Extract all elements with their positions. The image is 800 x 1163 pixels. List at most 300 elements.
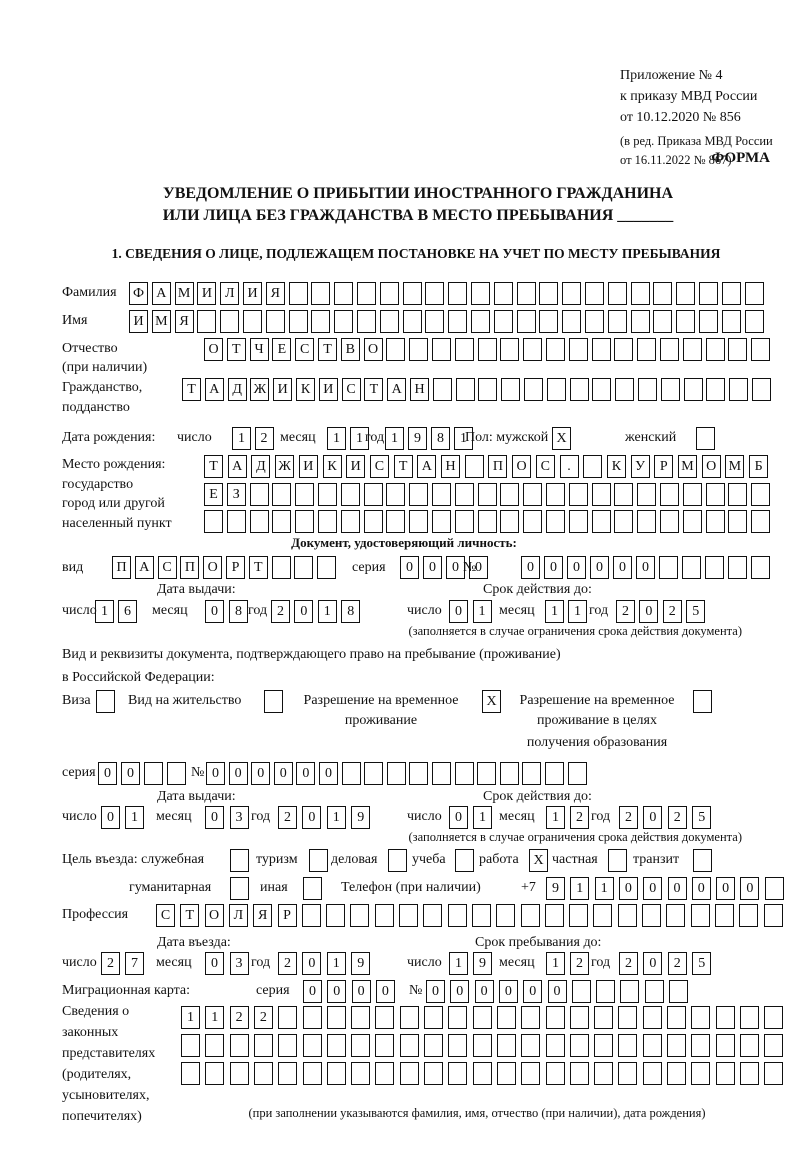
char-box[interactable] [765, 877, 784, 900]
char-box[interactable] [409, 762, 428, 785]
char-box[interactable]: В [341, 338, 360, 361]
char-box[interactable] [706, 510, 725, 533]
char-box[interactable] [204, 510, 223, 533]
char-box[interactable]: 1 [385, 427, 404, 450]
char-box[interactable] [205, 1034, 224, 1057]
char-box[interactable] [205, 1062, 224, 1085]
char-box[interactable]: Я [175, 310, 194, 333]
char-box[interactable] [643, 1062, 662, 1085]
char-box[interactable] [585, 310, 604, 333]
char-box[interactable]: А [152, 282, 171, 305]
char-box[interactable]: 1 [232, 427, 251, 450]
char-box[interactable] [167, 762, 186, 785]
char-box[interactable] [181, 1034, 200, 1057]
char-box[interactable] [433, 378, 452, 401]
char-box[interactable] [272, 510, 291, 533]
char-box[interactable] [637, 510, 656, 533]
char-box[interactable] [728, 483, 747, 506]
char-box[interactable] [569, 510, 588, 533]
char-box[interactable] [637, 483, 656, 506]
char-box[interactable]: 2 [663, 600, 682, 623]
char-box[interactable] [618, 1034, 637, 1057]
char-box[interactable] [388, 849, 407, 872]
char-box[interactable] [745, 310, 764, 333]
char-box[interactable]: 0 [619, 877, 638, 900]
char-box[interactable] [220, 310, 239, 333]
char-box[interactable] [448, 1062, 467, 1085]
char-box[interactable] [645, 980, 664, 1003]
char-box[interactable] [303, 1062, 322, 1085]
char-box[interactable] [409, 483, 428, 506]
char-box[interactable]: 0 [426, 980, 445, 1003]
char-box[interactable]: 0 [229, 762, 248, 785]
char-box[interactable] [661, 378, 680, 401]
char-box[interactable]: 2 [230, 1006, 249, 1029]
char-box[interactable] [432, 483, 451, 506]
char-box[interactable] [423, 904, 442, 927]
char-box[interactable] [96, 690, 115, 713]
char-box[interactable]: 1 [595, 877, 614, 900]
char-box[interactable]: 0 [302, 806, 321, 829]
char-box[interactable] [266, 310, 285, 333]
char-box[interactable] [631, 310, 650, 333]
char-box[interactable]: 0 [643, 877, 662, 900]
char-box[interactable]: К [607, 455, 626, 478]
char-box[interactable]: 0 [206, 762, 225, 785]
char-box[interactable] [594, 1006, 613, 1029]
char-box[interactable]: 1 [125, 806, 144, 829]
char-box[interactable] [289, 310, 308, 333]
char-box[interactable] [745, 282, 764, 305]
char-box[interactable] [432, 762, 451, 785]
char-box[interactable] [380, 282, 399, 305]
char-box[interactable] [455, 849, 474, 872]
char-box[interactable]: С [295, 338, 314, 361]
char-box[interactable] [230, 849, 249, 872]
char-box[interactable] [250, 510, 269, 533]
char-box[interactable] [684, 378, 703, 401]
char-box[interactable] [764, 904, 783, 927]
char-box[interactable] [660, 510, 679, 533]
char-box[interactable] [230, 1062, 249, 1085]
char-box[interactable] [716, 1006, 735, 1029]
char-box[interactable] [477, 762, 496, 785]
char-box[interactable] [521, 1006, 540, 1029]
char-box[interactable] [545, 904, 564, 927]
char-box[interactable] [144, 762, 163, 785]
char-box[interactable]: Н [410, 378, 429, 401]
char-box[interactable] [424, 1062, 443, 1085]
char-box[interactable]: 1 [327, 427, 346, 450]
char-box[interactable] [357, 310, 376, 333]
char-box[interactable]: 1 [545, 600, 564, 623]
char-box[interactable] [752, 378, 771, 401]
char-box[interactable] [424, 1006, 443, 1029]
char-box[interactable] [309, 849, 328, 872]
char-box[interactable] [317, 556, 336, 579]
char-box[interactable] [403, 310, 422, 333]
char-box[interactable]: Д [228, 378, 247, 401]
char-box[interactable] [706, 338, 725, 361]
char-box[interactable] [272, 483, 291, 506]
char-box[interactable]: 2 [668, 952, 687, 975]
char-box[interactable]: С [156, 904, 175, 927]
char-box[interactable] [716, 1034, 735, 1057]
char-box[interactable] [497, 1062, 516, 1085]
char-box[interactable]: О [702, 455, 721, 478]
char-box[interactable] [659, 556, 678, 579]
char-box[interactable] [230, 877, 249, 900]
char-box[interactable]: 5 [692, 952, 711, 975]
char-box[interactable]: 0 [692, 877, 711, 900]
char-box[interactable] [715, 904, 734, 927]
char-box[interactable] [399, 904, 418, 927]
char-box[interactable] [425, 310, 444, 333]
char-box[interactable] [740, 1034, 759, 1057]
char-box[interactable] [400, 1034, 419, 1057]
char-box[interactable]: 9 [351, 806, 370, 829]
char-box[interactable]: О [205, 904, 224, 927]
char-box[interactable]: 5 [686, 600, 705, 623]
char-box[interactable] [295, 483, 314, 506]
char-box[interactable] [424, 1034, 443, 1057]
char-box[interactable] [583, 455, 602, 478]
char-box[interactable]: Т [180, 904, 199, 927]
char-box[interactable] [546, 338, 565, 361]
char-box[interactable]: Р [226, 556, 245, 579]
char-box[interactable] [693, 690, 712, 713]
char-box[interactable] [197, 310, 216, 333]
char-box[interactable]: И [243, 282, 262, 305]
char-box[interactable]: П [180, 556, 199, 579]
char-box[interactable]: 1 [449, 952, 468, 975]
char-box[interactable] [739, 904, 758, 927]
char-box[interactable] [740, 1006, 759, 1029]
char-box[interactable]: 0 [302, 952, 321, 975]
char-box[interactable] [334, 310, 353, 333]
char-box[interactable]: И [197, 282, 216, 305]
char-box[interactable] [693, 849, 712, 872]
char-box[interactable]: 2 [616, 600, 635, 623]
char-box[interactable]: Е [204, 483, 223, 506]
char-box[interactable] [696, 427, 715, 450]
char-box[interactable] [643, 1006, 662, 1029]
char-box[interactable] [608, 282, 627, 305]
char-box[interactable] [594, 1062, 613, 1085]
char-box[interactable]: И [346, 455, 365, 478]
char-box[interactable] [691, 1034, 710, 1057]
char-box[interactable] [311, 282, 330, 305]
char-box[interactable] [494, 282, 513, 305]
char-box[interactable] [448, 282, 467, 305]
char-box[interactable] [614, 338, 633, 361]
char-box[interactable]: 7 [125, 952, 144, 975]
char-box[interactable] [400, 1062, 419, 1085]
char-box[interactable]: X [552, 427, 571, 450]
char-box[interactable] [562, 282, 581, 305]
char-box[interactable]: Ч [250, 338, 269, 361]
char-box[interactable] [478, 483, 497, 506]
char-box[interactable] [350, 904, 369, 927]
char-box[interactable] [403, 282, 422, 305]
char-box[interactable] [569, 338, 588, 361]
char-box[interactable] [523, 338, 542, 361]
char-box[interactable] [375, 1006, 394, 1029]
char-box[interactable]: 0 [643, 952, 662, 975]
char-box[interactable] [409, 338, 428, 361]
char-box[interactable] [496, 904, 515, 927]
char-box[interactable]: 9 [408, 427, 427, 450]
char-box[interactable] [691, 1062, 710, 1085]
char-box[interactable]: Л [229, 904, 248, 927]
char-box[interactable]: 0 [294, 600, 313, 623]
char-box[interactable] [472, 904, 491, 927]
char-box[interactable]: А [228, 455, 247, 478]
char-box[interactable] [497, 1006, 516, 1029]
char-box[interactable] [751, 556, 770, 579]
char-box[interactable]: М [175, 282, 194, 305]
char-box[interactable] [318, 510, 337, 533]
char-box[interactable]: 0 [376, 980, 395, 1003]
char-box[interactable] [471, 282, 490, 305]
char-box[interactable] [728, 556, 747, 579]
char-box[interactable] [351, 1062, 370, 1085]
char-box[interactable]: 9 [351, 952, 370, 975]
char-box[interactable] [341, 510, 360, 533]
char-box[interactable]: 2 [619, 952, 638, 975]
char-box[interactable] [653, 310, 672, 333]
char-box[interactable]: О [364, 338, 383, 361]
char-box[interactable] [592, 378, 611, 401]
char-box[interactable]: 0 [98, 762, 117, 785]
char-box[interactable] [522, 762, 541, 785]
char-box[interactable]: И [319, 378, 338, 401]
char-box[interactable] [521, 904, 540, 927]
char-box[interactable]: О [512, 455, 531, 478]
char-box[interactable]: 0 [296, 762, 315, 785]
char-box[interactable]: П [112, 556, 131, 579]
char-box[interactable] [386, 338, 405, 361]
char-box[interactable] [618, 1062, 637, 1085]
char-box[interactable]: 0 [450, 980, 469, 1003]
char-box[interactable]: 1 [95, 600, 114, 623]
char-box[interactable] [478, 338, 497, 361]
char-box[interactable]: 0 [499, 980, 518, 1003]
char-box[interactable] [478, 378, 497, 401]
char-box[interactable] [569, 904, 588, 927]
char-box[interactable]: О [203, 556, 222, 579]
char-box[interactable] [642, 904, 661, 927]
char-box[interactable]: 0 [205, 952, 224, 975]
char-box[interactable] [364, 762, 383, 785]
char-box[interactable]: 0 [319, 762, 338, 785]
char-box[interactable] [375, 904, 394, 927]
char-box[interactable] [278, 1062, 297, 1085]
char-box[interactable] [500, 510, 519, 533]
char-box[interactable] [716, 1062, 735, 1085]
char-box[interactable]: 0 [352, 980, 371, 1003]
char-box[interactable] [676, 282, 695, 305]
char-box[interactable] [341, 483, 360, 506]
char-box[interactable]: 0 [639, 600, 658, 623]
char-box[interactable] [608, 849, 627, 872]
char-box[interactable]: 8 [431, 427, 450, 450]
char-box[interactable]: 9 [473, 952, 492, 975]
char-box[interactable]: 0 [251, 762, 270, 785]
char-box[interactable]: 1 [205, 1006, 224, 1029]
char-box[interactable] [751, 483, 770, 506]
char-box[interactable]: 3 [230, 806, 249, 829]
char-box[interactable] [501, 378, 520, 401]
char-box[interactable] [593, 904, 612, 927]
char-box[interactable] [455, 510, 474, 533]
char-box[interactable]: А [387, 378, 406, 401]
char-box[interactable]: С [370, 455, 389, 478]
char-box[interactable] [614, 510, 633, 533]
char-box[interactable]: 1 [568, 600, 587, 623]
char-box[interactable] [351, 1034, 370, 1057]
char-box[interactable] [327, 1034, 346, 1057]
char-box[interactable]: И [299, 455, 318, 478]
char-box[interactable]: С [158, 556, 177, 579]
char-box[interactable] [728, 338, 747, 361]
char-box[interactable] [728, 510, 747, 533]
char-box[interactable] [311, 310, 330, 333]
char-box[interactable]: 1 [350, 427, 369, 450]
char-box[interactable] [278, 1034, 297, 1057]
char-box[interactable] [570, 1006, 589, 1029]
char-box[interactable] [643, 1034, 662, 1057]
char-box[interactable]: 0 [544, 556, 563, 579]
char-box[interactable] [764, 1034, 783, 1057]
char-box[interactable] [683, 338, 702, 361]
char-box[interactable]: 0 [101, 806, 120, 829]
char-box[interactable]: 1 [318, 600, 337, 623]
char-box[interactable]: М [152, 310, 171, 333]
char-box[interactable]: 0 [590, 556, 609, 579]
char-box[interactable] [751, 338, 770, 361]
char-box[interactable]: . [560, 455, 579, 478]
char-box[interactable] [302, 904, 321, 927]
char-box[interactable]: О [204, 338, 223, 361]
char-box[interactable] [667, 1034, 686, 1057]
char-box[interactable] [660, 483, 679, 506]
char-box[interactable]: К [323, 455, 342, 478]
char-box[interactable]: К [296, 378, 315, 401]
char-box[interactable] [303, 877, 322, 900]
char-box[interactable] [740, 1062, 759, 1085]
char-box[interactable] [637, 338, 656, 361]
char-box[interactable] [546, 483, 565, 506]
char-box[interactable]: 2 [278, 806, 297, 829]
char-box[interactable] [387, 762, 406, 785]
char-box[interactable]: 1 [454, 427, 473, 450]
char-box[interactable]: 0 [521, 556, 540, 579]
char-box[interactable]: Б [749, 455, 768, 478]
char-box[interactable] [318, 483, 337, 506]
char-box[interactable] [722, 282, 741, 305]
char-box[interactable] [596, 980, 615, 1003]
char-box[interactable]: 0 [740, 877, 759, 900]
char-box[interactable] [667, 1006, 686, 1029]
char-box[interactable] [278, 1006, 297, 1029]
char-box[interactable]: 0 [636, 556, 655, 579]
char-box[interactable] [751, 510, 770, 533]
char-box[interactable] [660, 338, 679, 361]
char-box[interactable]: М [725, 455, 744, 478]
char-box[interactable] [334, 282, 353, 305]
char-box[interactable] [375, 1062, 394, 1085]
char-box[interactable] [448, 1006, 467, 1029]
char-box[interactable] [699, 310, 718, 333]
char-box[interactable] [303, 1034, 322, 1057]
char-box[interactable] [448, 1034, 467, 1057]
char-box[interactable]: Я [266, 282, 285, 305]
char-box[interactable]: 2 [570, 952, 589, 975]
char-box[interactable]: X [529, 849, 548, 872]
char-box[interactable]: 3 [230, 952, 249, 975]
char-box[interactable]: 0 [567, 556, 586, 579]
char-box[interactable]: У [631, 455, 650, 478]
char-box[interactable] [357, 282, 376, 305]
char-box[interactable]: 2 [271, 600, 290, 623]
char-box[interactable] [705, 556, 724, 579]
char-box[interactable] [666, 904, 685, 927]
char-box[interactable]: 1 [546, 806, 565, 829]
char-box[interactable]: 0 [327, 980, 346, 1003]
char-box[interactable] [327, 1006, 346, 1029]
char-box[interactable] [676, 310, 695, 333]
char-box[interactable] [227, 510, 246, 533]
char-box[interactable] [375, 1034, 394, 1057]
char-box[interactable] [181, 1062, 200, 1085]
char-box[interactable]: 0 [643, 806, 662, 829]
char-box[interactable] [478, 510, 497, 533]
char-box[interactable] [380, 310, 399, 333]
char-box[interactable]: Е [272, 338, 291, 361]
char-box[interactable]: 0 [205, 600, 224, 623]
char-box[interactable]: 6 [118, 600, 137, 623]
char-box[interactable] [592, 483, 611, 506]
char-box[interactable]: 8 [229, 600, 248, 623]
char-box[interactable] [568, 762, 587, 785]
char-box[interactable] [570, 378, 589, 401]
char-box[interactable] [432, 510, 451, 533]
char-box[interactable]: 1 [181, 1006, 200, 1029]
char-box[interactable]: И [129, 310, 148, 333]
char-box[interactable] [562, 310, 581, 333]
char-box[interactable] [722, 310, 741, 333]
char-box[interactable]: 0 [303, 980, 322, 1003]
char-box[interactable] [691, 904, 710, 927]
char-box[interactable] [620, 980, 639, 1003]
char-box[interactable] [289, 282, 308, 305]
char-box[interactable] [667, 1062, 686, 1085]
char-box[interactable] [254, 1034, 273, 1057]
char-box[interactable] [448, 310, 467, 333]
char-box[interactable]: 9 [546, 877, 565, 900]
char-box[interactable] [364, 510, 383, 533]
char-box[interactable] [638, 378, 657, 401]
char-box[interactable] [386, 483, 405, 506]
char-box[interactable]: 0 [716, 877, 735, 900]
char-box[interactable] [699, 282, 718, 305]
char-box[interactable] [364, 483, 383, 506]
char-box[interactable]: Р [654, 455, 673, 478]
char-box[interactable] [545, 762, 564, 785]
char-box[interactable]: 5 [692, 806, 711, 829]
char-box[interactable]: 0 [613, 556, 632, 579]
